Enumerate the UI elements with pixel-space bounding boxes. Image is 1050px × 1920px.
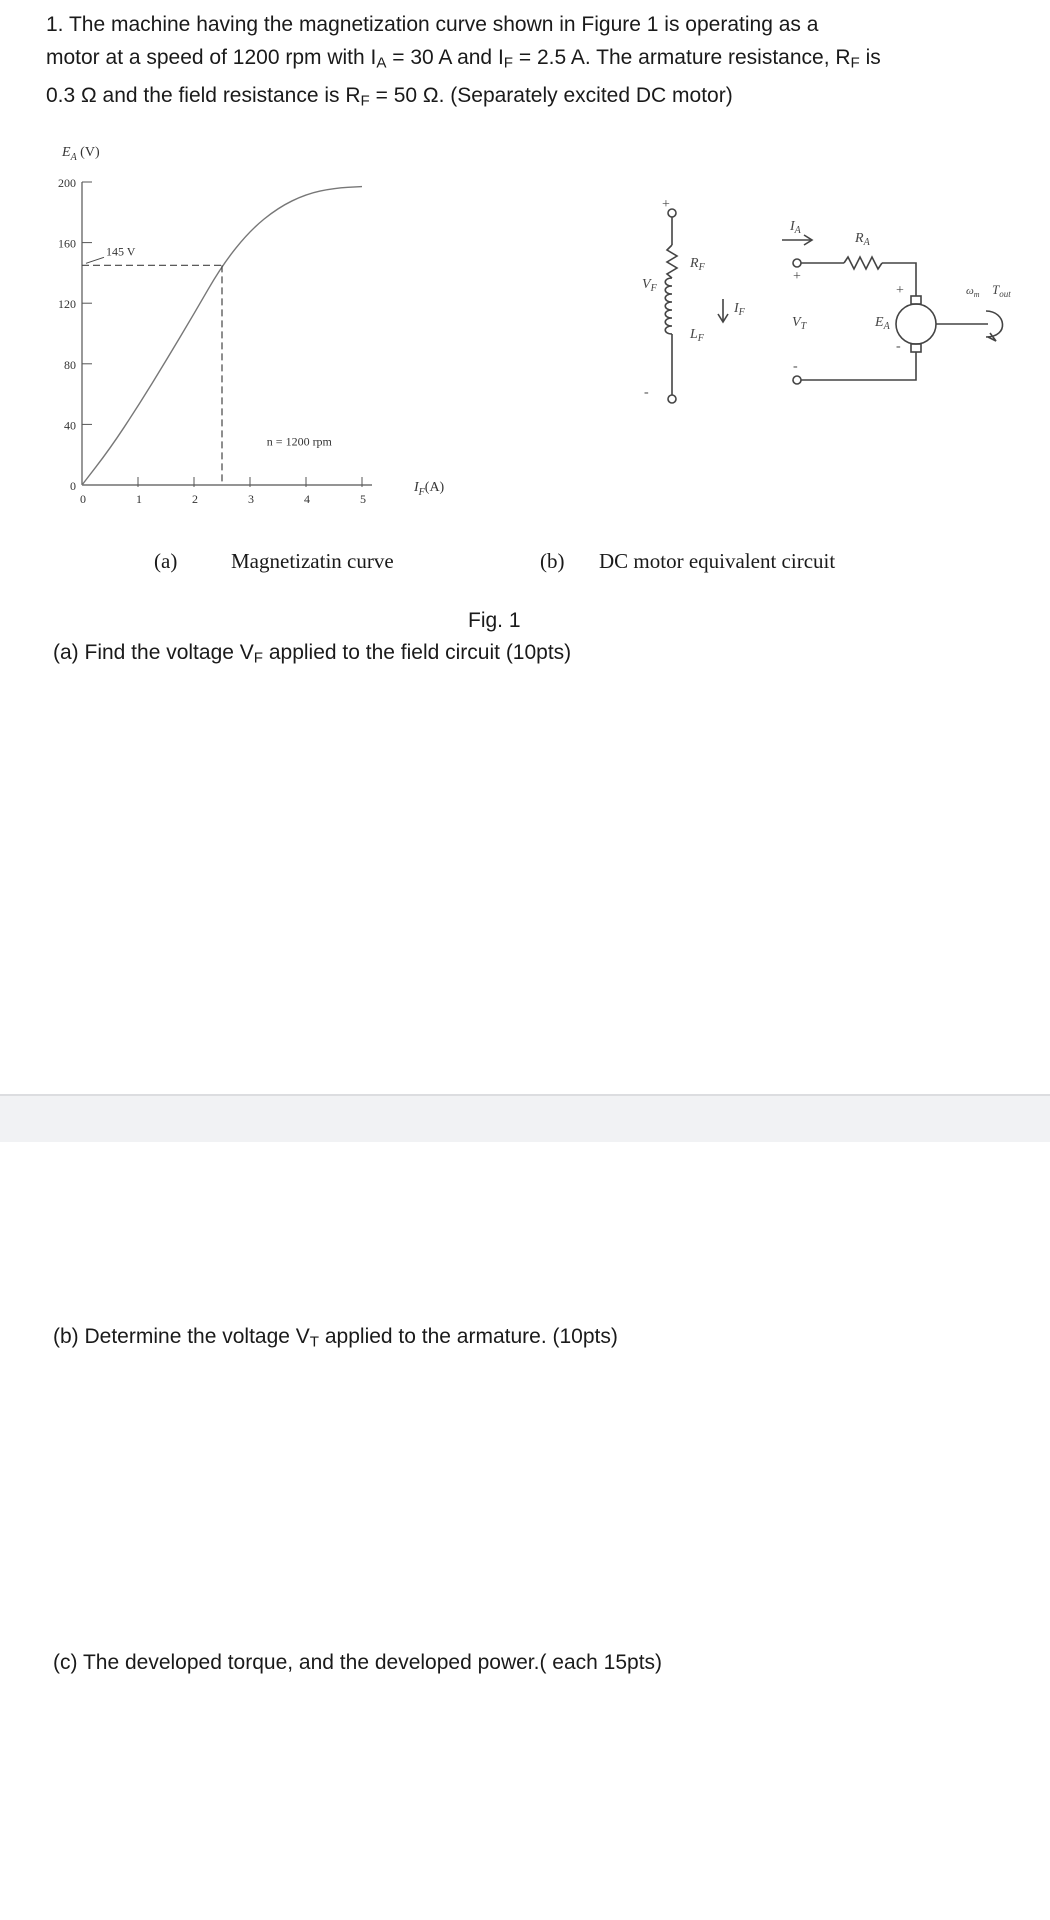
lf-label: $L_F$ [690,327,704,344]
x-axis-label: $I_F(A)$ [414,480,445,498]
vt-label: $V_T$ [792,315,807,332]
problem-statement [46,8,1006,118]
y-tick-label-0: 0 [70,479,76,493]
x-tick-label-5: 5 [360,492,366,506]
omega-label: $\omega_m$ [966,285,980,299]
ea-plus-sign: + [896,283,904,298]
brush-bottom [911,344,921,352]
x-tick-label-3: 3 [248,492,254,506]
x-tick-label-1: 1 [136,492,142,506]
y-tick-label-80: 80 [64,357,76,372]
x-tick-label-2: 2 [192,492,198,506]
x-tick-label-0: 0 [80,492,86,506]
annotation-leader-145v [86,257,104,263]
caption-a-label: (a) [154,549,178,573]
problem-line-1: 1. The machine having the magnetization curve shown in Figure 1 is operating as a [46,13,819,36]
if-label: $I_F$ [734,301,745,318]
caption-b-text: DC motor equivalent circuit [599,549,836,573]
caption-a-text: Magnetizatin curve [231,549,394,573]
armature-terminal-top [793,259,801,267]
caption-b-label: (b) [540,549,565,573]
chart-marks [82,187,362,485]
ra-label: $R_A$ [855,231,870,248]
rotation-arrow [986,311,1003,337]
ea-label: $E_A$ [875,315,890,332]
x-tick-label-4: 4 [304,492,310,506]
armature-wire-bottom [801,352,916,380]
armature-resistor-symbol [844,257,882,269]
field-plus-sign: + [662,197,670,212]
y-tick-label-120: 120 [58,297,76,312]
vf-label: $V_F$ [642,277,657,294]
brush-top [911,296,921,304]
armature-terminal-bottom [793,376,801,384]
ia-label: $I_A$ [790,219,801,236]
problem-line-3: 0.3 Ω and the field resistance is $R_F = 50$ Ω. (Separately excited DC motor) [46,84,733,110]
tout-label: $T_{out}$ [992,282,1011,299]
page-separator [0,1094,1050,1142]
magnetization-curve-chart [40,130,480,530]
problem-line-2: motor at a speed of 1200 rpm with $I_A = 30$ A and $I_F = 2.5$ A. The armature resistance, $R_F$ is [46,46,881,72]
chart-axes [58,176,372,506]
field-minus-sign: - [644,385,649,400]
y-tick-label-160: 160 [58,236,76,251]
field-resistor-symbol [667,245,677,278]
annotation-145v: 145 V [106,244,136,259]
field-inductor-symbol [665,278,672,334]
field-terminal-bottom [668,395,676,403]
equivalent-circuit-diagram [600,190,1040,430]
y-axis-label: $E_A$ (V) [62,145,100,163]
annotation-speed: n = 1200 rpm [266,434,332,449]
question-c: (c) The developed torque, and the developed power.( each 15pts) [53,1651,663,1674]
rf-label: $R_F$ [690,256,705,273]
armature-minus-sign: - [793,359,798,374]
figure-title: Fig. 1 [468,609,521,632]
armature-plus-sign: + [793,269,801,284]
y-tick-label-200: 200 [58,176,76,190]
armature-machine-symbol [896,304,936,344]
y-tick-label-40: 40 [64,418,76,433]
question-b: (b) Determine the voltage $V_T$ applied to the armature. (10pts) [53,1325,618,1351]
ea-minus-sign: - [896,339,901,354]
rotation-arrowhead [988,333,996,341]
question-a: (a) Find the voltage $V_F$ applied to the field circuit (10pts) [53,641,572,667]
